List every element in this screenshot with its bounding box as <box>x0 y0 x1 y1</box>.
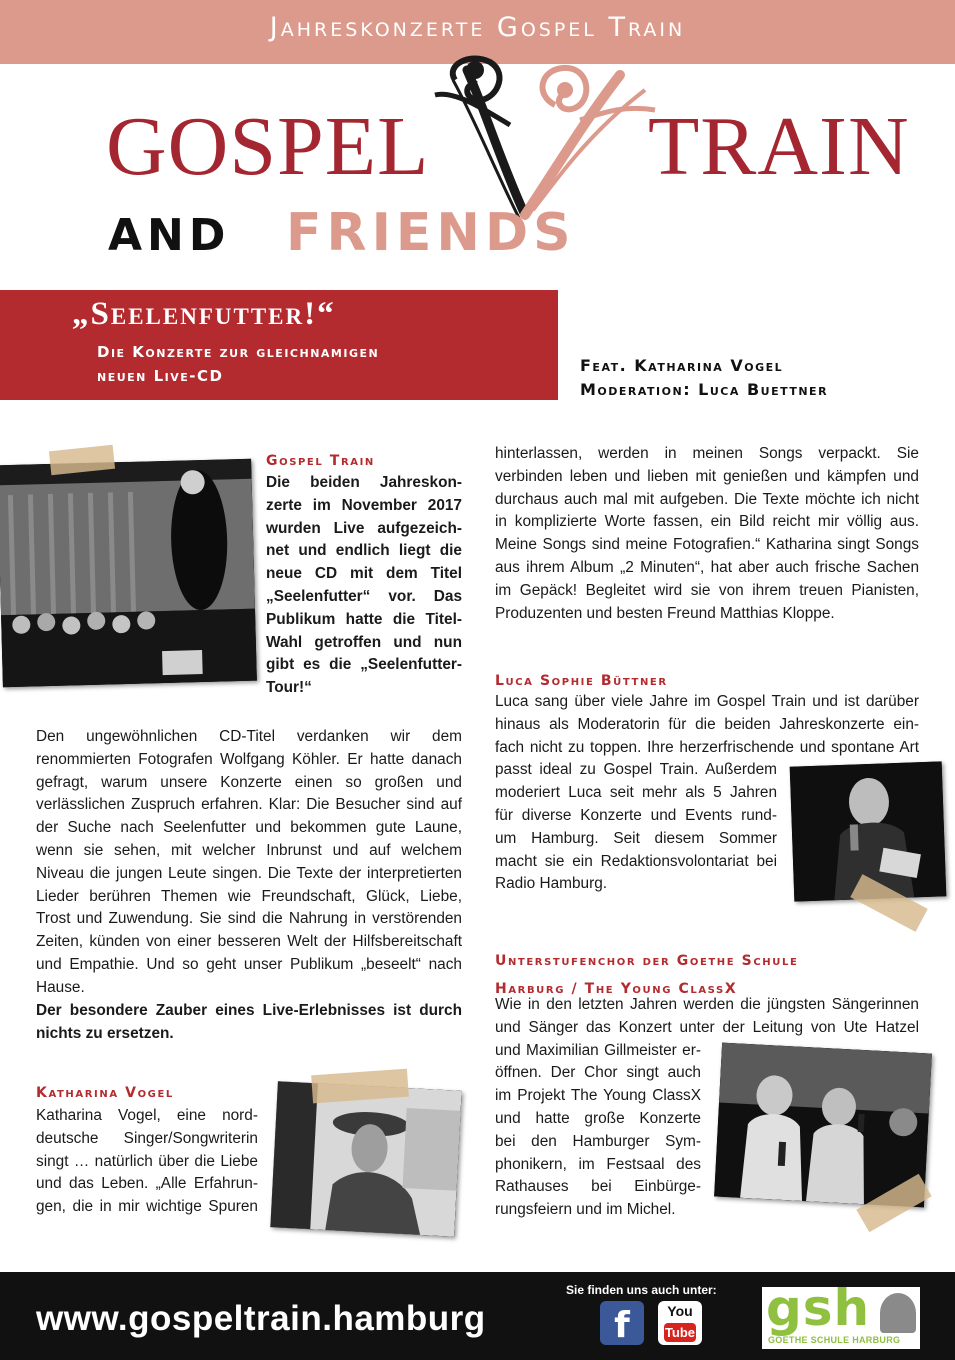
choir-concert-photo <box>0 459 257 688</box>
young-classx-line: und Maximilian Gillmeister er- <box>495 1041 701 1059</box>
young-classx-image <box>714 1043 932 1208</box>
young-classx-line: und Sänger das Konzert unter der Leitung von Ute Hatzel <box>495 1018 919 1036</box>
logo-word-train: TRAIN <box>648 100 910 193</box>
young-classx-heading-line: Unterstufenchor der Goethe Schule <box>495 953 799 969</box>
katharina-line: deutsche Singer/Songwriterin <box>36 1129 258 1147</box>
luca-line: für diverse Konzerte und Events rund- <box>495 806 777 824</box>
youtube-icon[interactable] <box>658 1301 702 1345</box>
gsh-school-name: GOETHE SCHULE HARBURG <box>768 1335 901 1345</box>
young-classx-line: und hatte große Konzerte <box>495 1109 701 1127</box>
youtube-tube: Tube <box>664 1325 696 1340</box>
young-classx-line: Wie in den letzten Jahren werden die jüngsten Sängerinnen <box>495 996 919 1013</box>
katharina-line: Katharina Vogel, eine nord- <box>36 1107 258 1124</box>
banner-title: „Seelenfutter!“ <box>72 296 336 332</box>
katharina-line: gen, die in mir wichtige Spuren <box>36 1198 258 1216</box>
katharina-continuation: hinterlassen, werden in meinen Songs verpackt. Sie verbinden leben und lieben mit genießen und kämpfen und durchaus auch mal mit aufgeben. Die Texte möchte ich nicht in komplizierte Worte fassen, ein Bild reicht mir völlig aus. Meine Songs sind meine Fotografien.“ Katharina singt Songs aus ihrem Album „2 Minuten“, hat aber auch frische Sachen im Gepäck! Begleitet wird sie von ihrem treuen Pianisten, Produzenten und besten Freund Matthias Kloppe. <box>495 445 919 622</box>
young-classx-line: öffnen. Der Chor singt auch <box>495 1064 701 1082</box>
katharina-line: und das Leben. „Alle Erfahrun- <box>36 1175 258 1193</box>
young-classx-heading-line: Harburg / The Young ClassX <box>495 981 738 997</box>
intro-line: Tour!“ <box>266 679 312 697</box>
luca-line: macht sie ein Redaktionsvolontariat bei <box>495 852 777 870</box>
section-heading-luca: Luca Sophie Büttner <box>495 673 668 689</box>
gospel-train-highlight: Der besondere Zauber eines Live-Erlebnisses ist durch nichts zu ersetzen. <box>36 1002 462 1042</box>
young-classx-line: im Projekt The Young ClassX <box>495 1087 701 1105</box>
facebook-glyph: f <box>614 1305 630 1346</box>
moderation-line: Moderation: Luca Buettner <box>580 380 829 399</box>
intro-line: net und endlich liegt die <box>266 542 462 560</box>
section-heading-gospel-train: Gospel Train <box>266 453 375 469</box>
intro-line: „Seelenfutter“ vor. Das <box>266 587 462 605</box>
header-band-title: Jahreskonzerte Gospel Train <box>269 12 686 43</box>
banner-subtitle <box>97 340 379 388</box>
intro-line: Die beiden Jahreskon- <box>266 474 462 491</box>
luca-line: hinaus als Moderatorin für die beiden Jahreskonzerte ein- <box>495 715 919 733</box>
katharina-line: singt … natürlich über die Liebe <box>36 1152 258 1170</box>
banner-subtitle-line: neuen Live-CD <box>97 367 224 385</box>
intro-line: neue CD mit dem Titel <box>266 565 462 583</box>
youtube-you: You <box>667 1303 693 1319</box>
luca-line: Radio Hamburg. <box>495 875 608 893</box>
luca-line: moderiert Luca seit mehr als 5 Jahren <box>495 784 777 802</box>
banner-subtitle-line: Die Konzerte zur gleichnamigen <box>97 343 380 361</box>
featuring-line: Feat. Katharina Vogel <box>580 356 784 375</box>
goethe-schule-harburg-logo <box>762 1279 920 1349</box>
luca-line: um Hamburg. Seit diesem Sommer <box>495 829 777 847</box>
social-media-note: Sie finden uns auch unter: <box>566 1283 717 1297</box>
section-heading-katharina: Katharina Vogel <box>36 1085 174 1101</box>
luca-line: passt ideal zu Gospel Train. Außerdem <box>495 761 777 779</box>
luca-narrow-block <box>495 759 777 896</box>
katharina-intro <box>36 1105 258 1219</box>
gospel-train-body: Den ungewöhnlichen CD-Titel verdanken wir dem renommierten Fotografen Wolfgang Köhler. Er hatte danach gefragt, warum unsere Konzerte einen so großen und verlässlichen Zuspruch erfahren. Klar: Die Besucher sind auf der Suche nach Seelenfutter und bekommen gute Laune, wenn sie sehen, mit welcher Inbrunst und auf welchem Niveau die jungen Leute singen. Die Texte der interpretierten Lieder berühren Themen wie Freundschaft, Glück, Liebe, Trost und Zuwendung. Sie sind die Nahrung in verstörenden Zeiten, künden von einer besseren Welt der Hilfsbereitschaft und Empathie. Und so geht unser Publikum „beseelt“ nach Hause. <box>36 728 462 996</box>
website-link[interactable]: www.gospeltrain.hamburg <box>36 1299 486 1338</box>
young-classx-line: Rathauses bei Einbürge- <box>495 1178 701 1196</box>
katharina-vogel-photo <box>270 1081 461 1236</box>
gsh-logo-letters: gsh <box>766 1279 871 1337</box>
intro-line: wurden Live aufgezeich- <box>266 519 462 537</box>
facebook-icon[interactable] <box>600 1301 644 1345</box>
intro-line: Wahl getroffen und nun <box>266 633 462 651</box>
featuring-credits <box>580 354 828 402</box>
choir-concert-image <box>0 459 257 688</box>
intro-line: zerte im November 2017 <box>266 496 462 514</box>
intro-line: Publikum hatte die Titel- <box>266 610 462 628</box>
luca-line: Luca sang über viele Jahre im Gospel Train und ist darüber <box>495 693 919 710</box>
logo-word-and: AND <box>108 210 231 261</box>
logo-word-gospel: GOSPEL <box>106 100 430 193</box>
intro-line: gibt es die „Seelenfutter- <box>266 656 462 674</box>
gsh-portrait <box>880 1293 916 1333</box>
gospel-train-intro <box>266 472 462 700</box>
young-classx-line: rungsfeiern und im Michel. <box>495 1201 676 1219</box>
luca-line: fach nicht zu toppen. Ihre herzerfrischende und spontane Art <box>495 738 919 756</box>
young-classx-line: phonikern, im Festsaal des <box>495 1155 701 1173</box>
logo-word-friends: FRIENDS <box>286 203 576 263</box>
young-classx-line: bei den Hamburger Sym- <box>495 1132 701 1150</box>
young-classx-photo <box>714 1043 932 1208</box>
young-classx-narrow-block <box>495 1040 701 1222</box>
katharina-image <box>270 1081 461 1236</box>
